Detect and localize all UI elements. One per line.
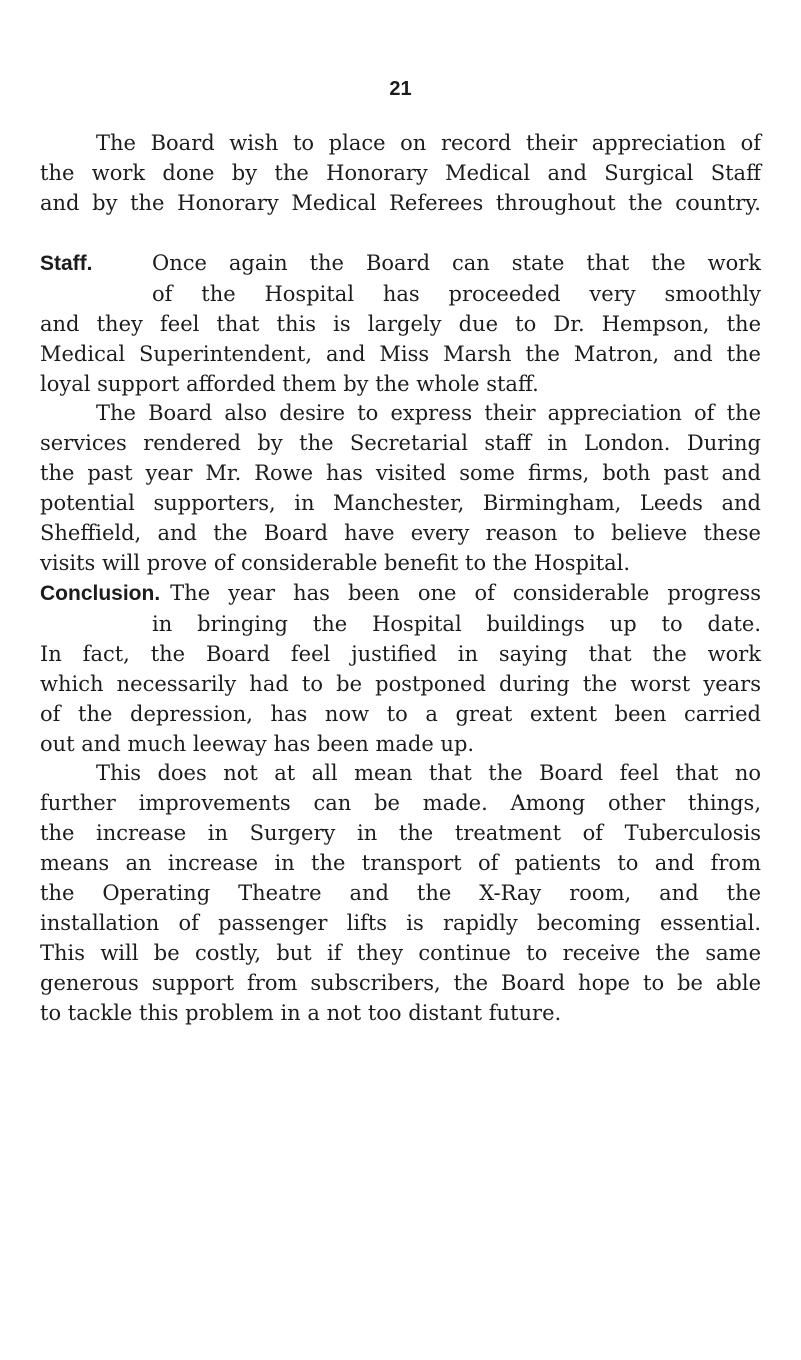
section-heading-conclusion: Conclusion.	[40, 582, 161, 605]
text-line: installation of passenger lifts is rapidly becoming essential.	[40, 911, 761, 935]
text-line: The Board also desire to express their appreciation of the	[96, 401, 761, 425]
text-line: The Board wish to place on record their appreciation of	[96, 131, 761, 155]
text-line: of the Hospital has proceeded very smoothly	[152, 282, 761, 306]
text-line: and they feel that this is largely due to Dr. Hempson, the	[40, 312, 761, 336]
paragraph-secretarial	[40, 398, 761, 578]
paragraph-appreciation	[40, 128, 761, 218]
text-line: the increase in Surgery in the treatment of Tuberculosis	[40, 821, 761, 845]
section-conclusion	[40, 578, 761, 759]
text-line: to tackle this problem in a not too distant future.	[40, 1001, 562, 1025]
text-line: Sheffield, and the Board have every reason to believe these	[40, 521, 761, 545]
text-line: In fact, the Board feel justified in saying that the work	[40, 642, 761, 666]
text-line: the past year Mr. Rowe has visited some firms, both past and	[40, 461, 761, 485]
text-line: generous support from subscribers, the Board hope to be able	[40, 971, 761, 995]
section-staff	[40, 248, 761, 399]
page-number: 21	[389, 78, 412, 100]
section-conclusion-first-row	[40, 578, 761, 609]
text-line: Once again the Board can state that the work	[152, 251, 761, 275]
text-line: potential supporters, in Manchester, Birmingham, Leeds and	[40, 491, 761, 515]
text-line: The year has been one of considerable progress	[170, 581, 761, 605]
text-line: of the depression, has now to a great extent been carried	[40, 702, 761, 726]
text-line: which necessarily had to be postponed during the worst years	[40, 672, 761, 696]
section-heading-staff: Staff.	[40, 252, 93, 275]
text-line: and by the Honorary Medical Referees throughout the country.	[40, 191, 761, 215]
text-line: visits will prove of considerable benefit to the Hospital.	[40, 551, 631, 575]
text-line: the work done by the Honorary Medical and Surgical Staff	[40, 161, 761, 185]
text-line: services rendered by the Secretarial staff in London. During	[40, 431, 761, 455]
text-line: out and much leeway has been made up.	[40, 732, 475, 756]
text-line: the Operating Theatre and the X-Ray room, and the	[40, 881, 761, 905]
text-line: means an increase in the transport of patients to and from	[40, 851, 761, 875]
text-line: in bringing the Hospital buildings up to date.	[152, 612, 761, 636]
text-line: This does not at all mean that the Board feel that no	[96, 761, 761, 785]
text-line: This will be costly, but if they continue to receive the same	[40, 941, 761, 965]
text-line: loyal support afforded them by the whole staff.	[40, 372, 539, 396]
text-line: further improvements can be made. Among other things,	[40, 791, 761, 815]
paragraph-improvements	[40, 758, 761, 1028]
section-staff-first-row	[40, 248, 761, 279]
text-line: Medical Superintendent, and Miss Marsh the Matron, and the	[40, 342, 761, 366]
